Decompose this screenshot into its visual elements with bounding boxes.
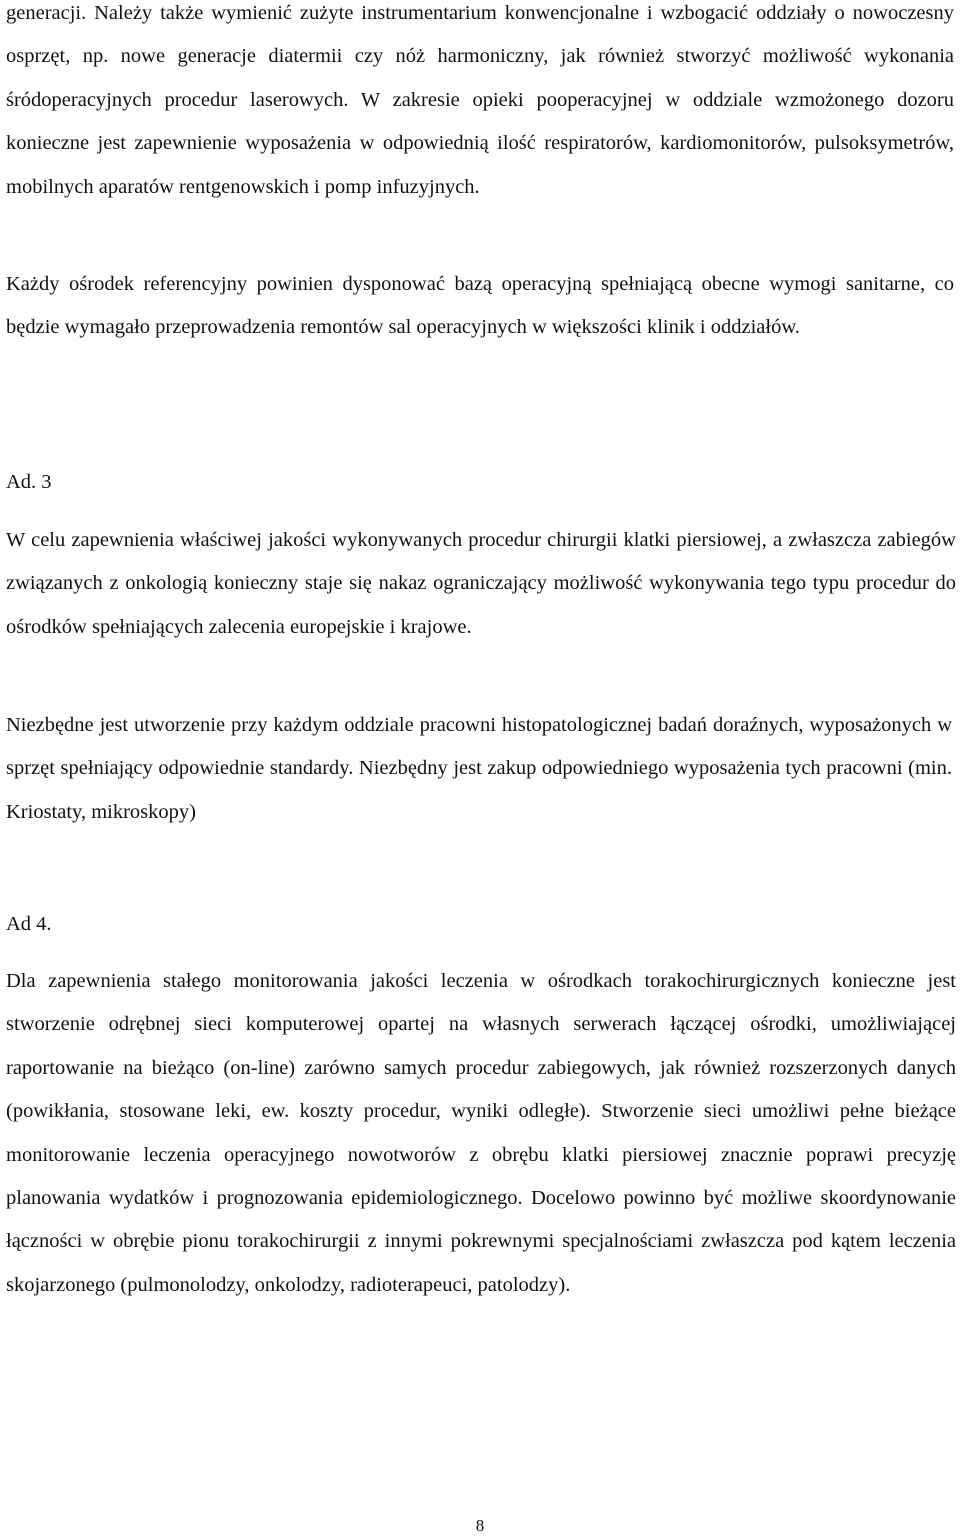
section-heading-ad3: Ad. 3 (6, 471, 52, 493)
paragraph-quality-procedures: W celu zapewnienia właściwej jakości wykonywanych procedur chirurgii klatki piersiowej, a zwłaszcza zabiegów związanych z onkologią konieczny staje się nakaz ograniczający możliwość wykonywania tego typu procedur do ośrodków spełniających zalecenia europejskie i krajowe. (6, 529, 956, 638)
page-number: 8 (475, 1516, 485, 1535)
section-heading-ad4: Ad 4. (6, 913, 52, 935)
paragraph-histopathology: Niezbędne jest utworzenie przy każdym oddziale pracowni histopatologicznej badań doraźnych, wyposażonych w sprzęt spełniający odpowiednie standardy. Niezbędny jest zakup odpowiedniego wyposażenia tych pracowni (min. Kriostaty, mikroskopy) (6, 714, 952, 823)
paragraph-referential-centers: Każdy ośrodek referencyjny powinien dysponować bazą operacyjną spełniającą obecne wymogi sanitarne, co będzie wymagało przeprowadzenia remontów sal operacyjnych w większości klinik i oddziałów. (6, 273, 954, 339)
paragraph-monitoring-network: Dla zapewnienia stałego monitorowania jakości leczenia w ośrodkach torakochirurgicznych konieczne jest stworzenie odrębnej sieci komputerowej opartej na własnych serwerach łączącej ośrodki, umożliwiającej raportowanie na bieżąco (on-line) zarówno samych procedur zabiegowych, jak również rozszerzonych danych (powikłania, stosowane leki, ew. koszty procedur, wyniki odległe). Stworzenie sieci umożliwi pełne bieżące monitorowanie leczenia operacyjnego nowotworów z obrębu klatki piersiowej znacznie poprawi precyzję planowania wydatków i prognozowania epidemiologicznego. Docelowo powinno być możliwe skoordynowanie łączności w obrębie pionu torakochirurgii z innymi pokrewnymi specjalnościami zwłaszcza pod kątem leczenia skojarzonego (pulmonolodzy, onkolodzy, radioterapeuci, patolodzy). (6, 970, 956, 1296)
paragraph-equipment: generacji. Należy także wymienić zużyte instrumentarium konwencjonalne i wzbogacić oddziały o nowoczesny osprzęt, np. nowe generacje diatermii czy nóż harmoniczny, jak również stworzyć możliwość wykonania śródoperacyjnych procedur laserowych. W zakresie opieki pooperacyjnej w oddziale wzmożonego dozoru konieczne jest zapewnienie wyposażenia w odpowiednią ilość respiratorów, kardiomonitorów, pulsoksymetrów, mobilnych aparatów rentgenowskich i pomp infuzyjnych. (6, 2, 954, 198)
